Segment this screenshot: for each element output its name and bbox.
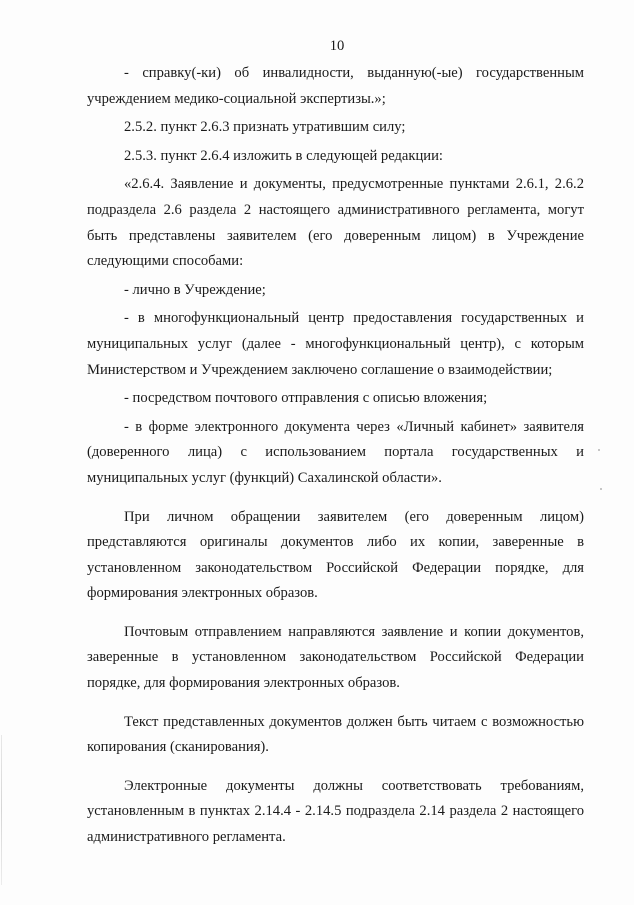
scan-speck [598, 449, 600, 451]
paragraph-text-readability: Текст представленных документов должен быть читаем с возможностью копирования (сканирования). [87, 713, 584, 756]
paragraph-disability-certificate: - справку(-ки) об инвалидности, выданную(-ые) государственным учреждением медико-социальной экспертизы.»; [87, 65, 584, 107]
list-item-in-person: - лично в Учреждение; [124, 281, 266, 298]
paragraph-electronic-requirements: Электронные документы должны соответствовать требованиям, установленным в пунктах 2.14.4 - 2.14.5 подраздела 2.14 раздела 2 настоящего административного регламента. [87, 777, 584, 846]
scan-edge-artifact [1, 735, 2, 885]
document-body [87, 61, 584, 854]
page-number: 10 [329, 38, 345, 54]
scan-speck [600, 488, 602, 490]
paragraph-clause-2-5-3: 2.5.3. пункт 2.6.4 изложить в следующей редакции: [124, 147, 443, 164]
paragraph-clause-2-6-4: «2.6.4. Заявление и документы, предусмотренные пунктами 2.6.1, 2.6.2 подраздела 2.6 раздела 2 настоящего административного регламента, могут быть представлены заявителем (его доверенным лицом) в Учреждение следующими способами: [87, 176, 584, 270]
list-item-electronic: - в форме электронного документа через «Личный кабинет» заявителя (доверенного лица) с использованием портала государственных и муниципальных услуг (функций) Сахалинской области». [87, 418, 584, 486]
paragraph-clause-2-5-2: 2.5.2. пункт 2.6.3 признать утратившим силу; [124, 119, 406, 136]
list-item-mfc: - в многофункциональный центр предоставления государственных и муниципальных услуг (далее - многофункциональный центр), с которым Министерством и Учреждением заключено соглашение о взаимодействии; [87, 310, 584, 378]
list-item-postal: - посредством почтового отправления с описью вложения; [124, 390, 488, 407]
paragraph-postal-delivery: Почтовым отправлением направляются заявление и копии документов, заверенные в установленном законодательством Российской Федерации порядке, для формирования электронных образов. [87, 623, 584, 692]
paragraph-personal-visit: При личном обращении заявителем (его доверенным лицом) представляются оригиналы документов либо их копии, заверенные в установленном законодательством Российской Федерации порядке, для формирования электронных образов. [87, 508, 584, 602]
